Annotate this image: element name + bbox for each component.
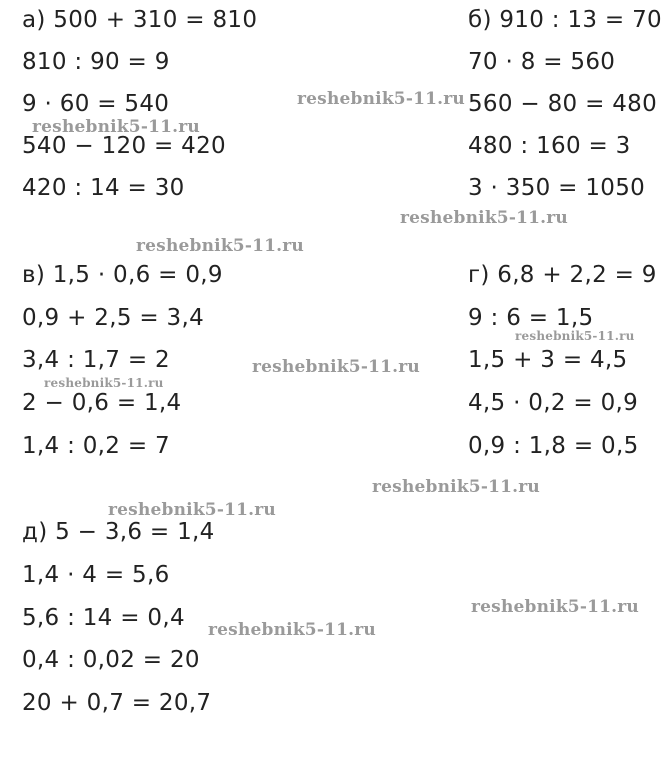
problem-d-line-2: 1,4 · 4 = 5,6 [22, 562, 170, 588]
problem-v-line-5: 1,4 : 0,2 = 7 [22, 433, 170, 459]
watermark: reshebnik5-11.ru [252, 357, 420, 377]
problem-v-line-4: 2 − 0,6 = 1,4 [22, 390, 182, 416]
watermark: reshebnik5-11.ru [471, 597, 639, 617]
problem-b-line-4: 480 : 160 = 3 [468, 133, 631, 159]
problem-g-line-3: 1,5 + 3 = 4,5 [468, 347, 628, 373]
watermark: reshebnik5-11.ru [136, 236, 304, 256]
problem-d-line-3: 5,6 : 14 = 0,4 [22, 605, 185, 631]
problem-v-line-1: в) 1,5 · 0,6 = 0,9 [22, 262, 223, 288]
watermark: reshebnik5-11.ru [208, 620, 376, 640]
problem-b-line-5: 3 · 350 = 1050 [468, 175, 646, 201]
problem-b-line-3: 560 − 80 = 480 [468, 91, 658, 117]
problem-v-line-2: 0,9 + 2,5 = 3,4 [22, 305, 205, 331]
watermark: reshebnik5-11.ru [400, 208, 568, 228]
problem-d-line-4: 0,4 : 0,02 = 20 [22, 647, 200, 673]
problem-g-line-1: г) 6,8 + 2,2 = 9 [468, 262, 657, 288]
problem-a-line-3: 9 · 60 = 540 [22, 91, 170, 117]
problem-a-line-5: 420 : 14 = 30 [22, 175, 185, 201]
watermark: reshebnik5-11.ru [297, 89, 465, 109]
problem-b-line-1: б) 910 : 13 = 70 [468, 7, 662, 33]
watermark: reshebnik5-11.ru [44, 376, 164, 390]
problem-d-line-5: 20 + 0,7 = 20,7 [22, 690, 212, 716]
problem-a-line-2: 810 : 90 = 9 [22, 49, 170, 75]
problem-a-line-1: а) 500 + 310 = 810 [22, 7, 258, 33]
problem-g-line-4: 4,5 · 0,2 = 0,9 [468, 390, 639, 416]
problem-a-line-4: 540 − 120 = 420 [22, 133, 226, 159]
watermark: reshebnik5-11.ru [108, 500, 276, 520]
watermark: reshebnik5-11.ru [372, 477, 540, 497]
problem-g-line-2: 9 : 6 = 1,5 [468, 305, 594, 331]
problem-v-line-3: 3,4 : 1,7 = 2 [22, 347, 170, 373]
problem-g-line-5: 0,9 : 1,8 = 0,5 [468, 433, 639, 459]
watermark: reshebnik5-11.ru [32, 117, 200, 137]
watermark: reshebnik5-11.ru [515, 329, 635, 343]
problem-d-line-1: д) 5 − 3,6 = 1,4 [22, 519, 215, 545]
problem-b-line-2: 70 · 8 = 560 [468, 49, 616, 75]
